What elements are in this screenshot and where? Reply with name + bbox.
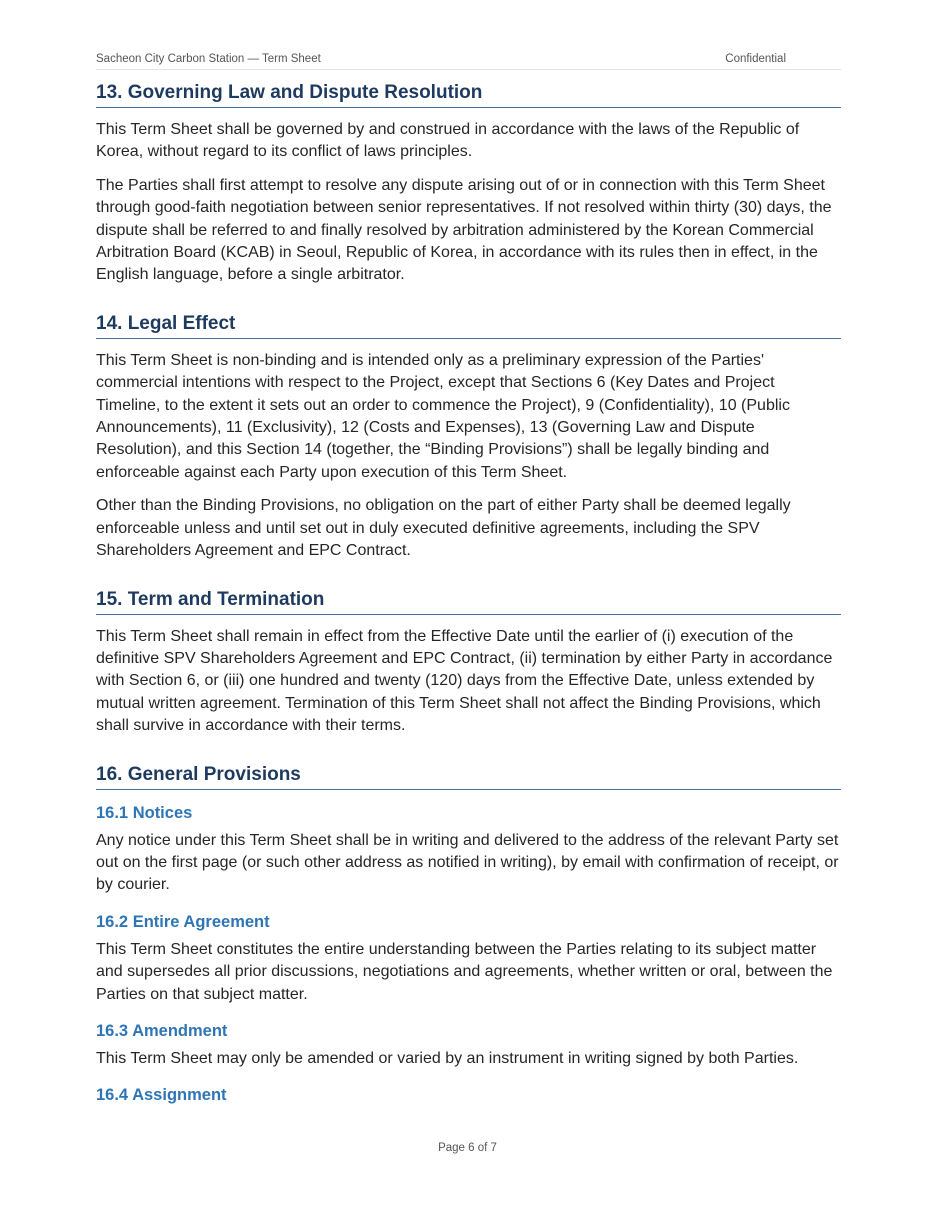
page-number: Page 6 of 7 (438, 1142, 497, 1154)
subsection-16-1-paragraph: Any notice under this Term Sheet shall be in writing and delivered to the address of the relevant Party set out on the first page (or such other address as notified in writing), by email with confirmation of receipt, or by courier. (96, 831, 839, 894)
section-15-paragraph-1: This Term Sheet shall remain in effect from the Effective Date until the earlier of (i) execution of the definitive SPV Shareholders Agreement and EPC Contract, (ii) termination by either Party in accordance with Section 6, or (iii) one hundred and twenty (120) days from the Effective Date, unless extended by mutual written agreement. Termination of this Term Sheet shall not affect the Binding Provisions, which shall survive in accordance with their terms. (96, 627, 833, 735)
section-13-heading: 13. Governing Law and Dispute Resolution (96, 80, 841, 108)
subsection-16-3-paragraph: This Term Sheet may only be amended or varied by an instrument in writing signed by both Parties. (96, 1049, 799, 1067)
section-13-paragraph-2: The Parties shall first attempt to resolve any dispute arising out of or in connection with this Term Sheet through good-faith negotiation between senior representatives. If not resolved within thirty (30) days, the dispute shall be referred to and finally resolved by arbitration administered by the Korean Commercial Arbitration Board (KCAB) in Seoul, Republic of Korea, in accordance with its rules then in effect, in the English language, before a single arbitrator. (96, 176, 832, 284)
section-13-paragraph-1: This Term Sheet shall be governed by and construed in accordance with the laws of the Republic of Korea, without regard to its conflict of laws principles. (96, 121, 800, 161)
section-14-heading: 14. Legal Effect (96, 311, 841, 339)
document-body (96, 80, 841, 1106)
document-title: Sacheon City Carbon Station — Term Sheet (96, 53, 321, 65)
confidential-label: Confidential (725, 53, 786, 65)
page-header (96, 53, 841, 70)
section-14-paragraph-1: This Term Sheet is non-binding and is intended only as a preliminary expression of the Parties' commercial intentions with respect to the Project, except that Sections 6 (Key Dates and Project Timeline, to the extent it sets out an order to commence the Project), 9 (Confidentiality), 10 (Public Announcements), 11 (Exclusivity), 12 (Costs and Expenses), 13 (Governing Law and Dispute Resolution), and this Section 14 (together, the “Binding Provisions”) shall be legally binding and enforceable against each Party upon execution of this Term Sheet. (96, 351, 790, 481)
subsection-16-2-heading: 16.2 Entire Agreement (96, 912, 270, 931)
subsection-16-3-heading: 16.3 Amendment (96, 1021, 228, 1040)
section-15-heading: 15. Term and Termination (96, 587, 841, 615)
section-14-paragraph-2: Other than the Binding Provisions, no obligation on the part of either Party shall be deemed legally enforceable unless and until set out in duly executed definitive agreements, including the SPV Shareholders Agreement and EPC Contract. (96, 497, 791, 560)
subsection-16-4-heading: 16.4 Assignment (96, 1086, 227, 1105)
section-16-heading: 16. General Provisions (96, 762, 841, 790)
page-footer (0, 1142, 935, 1154)
subsection-16-2-paragraph: This Term Sheet constitutes the entire understanding between the Parties relating to its subject matter and supersedes all prior discussions, negotiations and agreements, whether written or oral, between the Parties on that subject matter. (96, 940, 833, 1003)
subsection-16-1-heading: 16.1 Notices (96, 803, 193, 822)
